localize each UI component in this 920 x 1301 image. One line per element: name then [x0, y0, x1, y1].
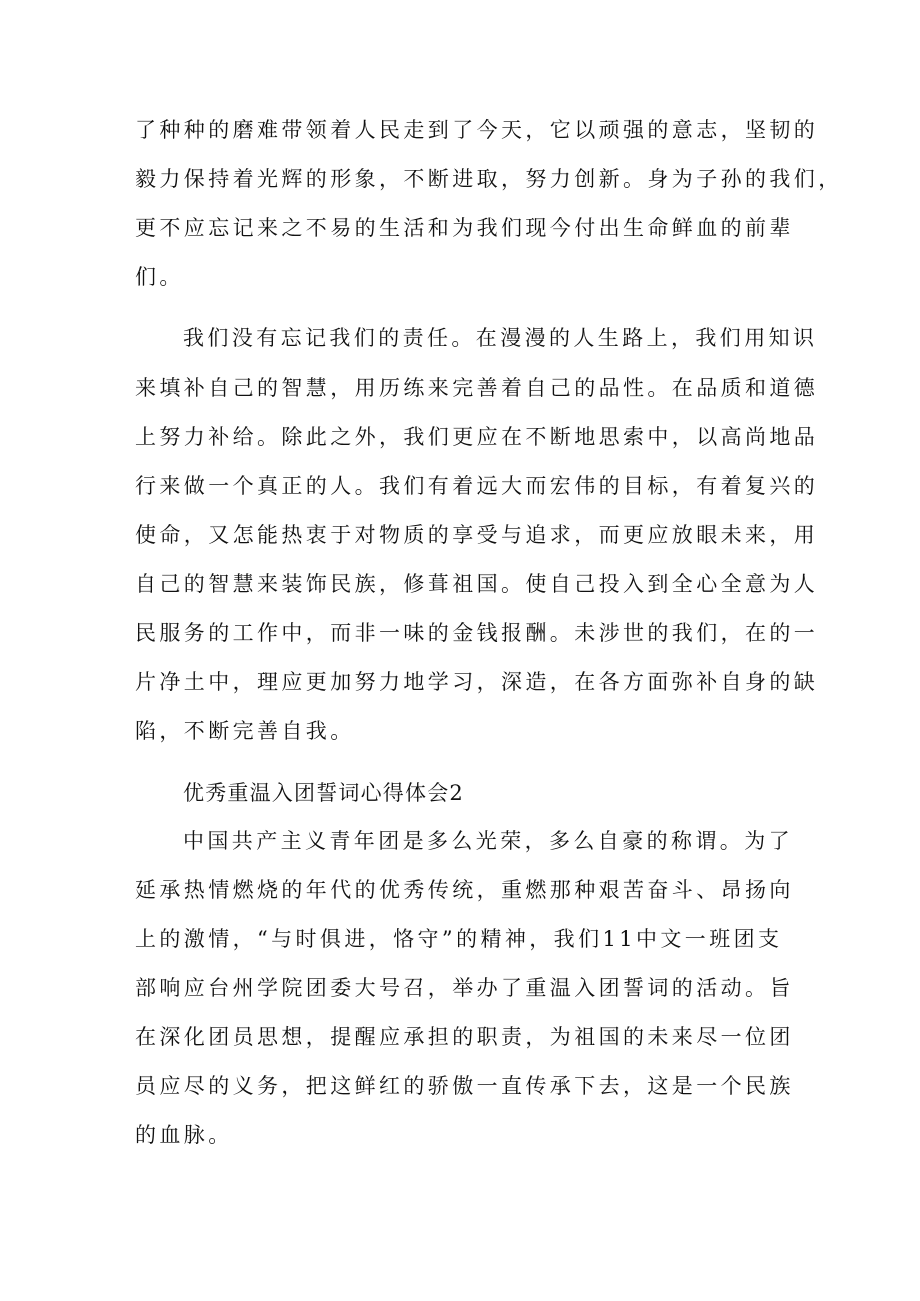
text-line: 上努力补给。除此之外，我们更应在不断地思索中，以高尚地品	[135, 425, 819, 449]
section-heading: 优秀重温入团誓词心得体会2	[183, 781, 464, 805]
text-line: 片净土中，理应更加努力地学习，深造，在各方面弥补自身的缺	[135, 670, 819, 694]
text-line: 延承热情燃烧的年代的优秀传统，重燃那种艰苦奋斗、昂扬向	[135, 878, 794, 902]
text-line: 民服务的工作中，而非一味的金钱报酬。未涉世的我们，在的一	[135, 621, 819, 645]
text-line: 使命，又怎能热衷于对物质的享受与追求，而更应放眼未来，用	[135, 523, 819, 547]
text-line: 更不应忘记来之不易的生活和为我们现今付出生命鲜血的前辈	[135, 216, 794, 240]
text-line: 陷，不断完善自我。	[135, 719, 355, 743]
text-line: 上的激情，“与时俱进，恪守”的精神，我们11中文一班团支	[135, 927, 783, 951]
text-line: 自己的智慧来装饰民族，修葺祖国。使自己投入到全心全意为人	[135, 572, 819, 596]
text-line: 的血脉。	[135, 1123, 233, 1147]
text-line: 中国共产主义青年团是多么光荣，多么自豪的称谓。为了	[183, 829, 793, 853]
text-line: 毅力保持着光辉的形象，不断进取，努力创新。身为子孙的我们，	[135, 167, 843, 191]
text-line: 部响应台州学院团委大号召，举办了重温入团誓词的活动。旨	[135, 976, 794, 1000]
text-line: 在深化团员思想，提醒应承担的职责，为祖国的未来尽一位团	[135, 1025, 794, 1049]
text-line: 行来做一个真正的人。我们有着远大而宏伟的目标，有着复兴的	[135, 474, 819, 498]
text-line: 了种种的磨难带领着人民走到了今天，它以顽强的意志，坚韧的	[135, 118, 819, 142]
text-line: 们。	[135, 265, 184, 289]
text-line: 我们没有忘记我们的责任。在漫漫的人生路上，我们用知识	[183, 326, 818, 350]
text-line: 来填补自己的智慧，用历练来完善着自己的品性。在品质和道德	[135, 376, 819, 400]
text-line: 员应尽的义务，把这鲜红的骄傲一直传承下去，这是一个民族	[135, 1074, 794, 1098]
